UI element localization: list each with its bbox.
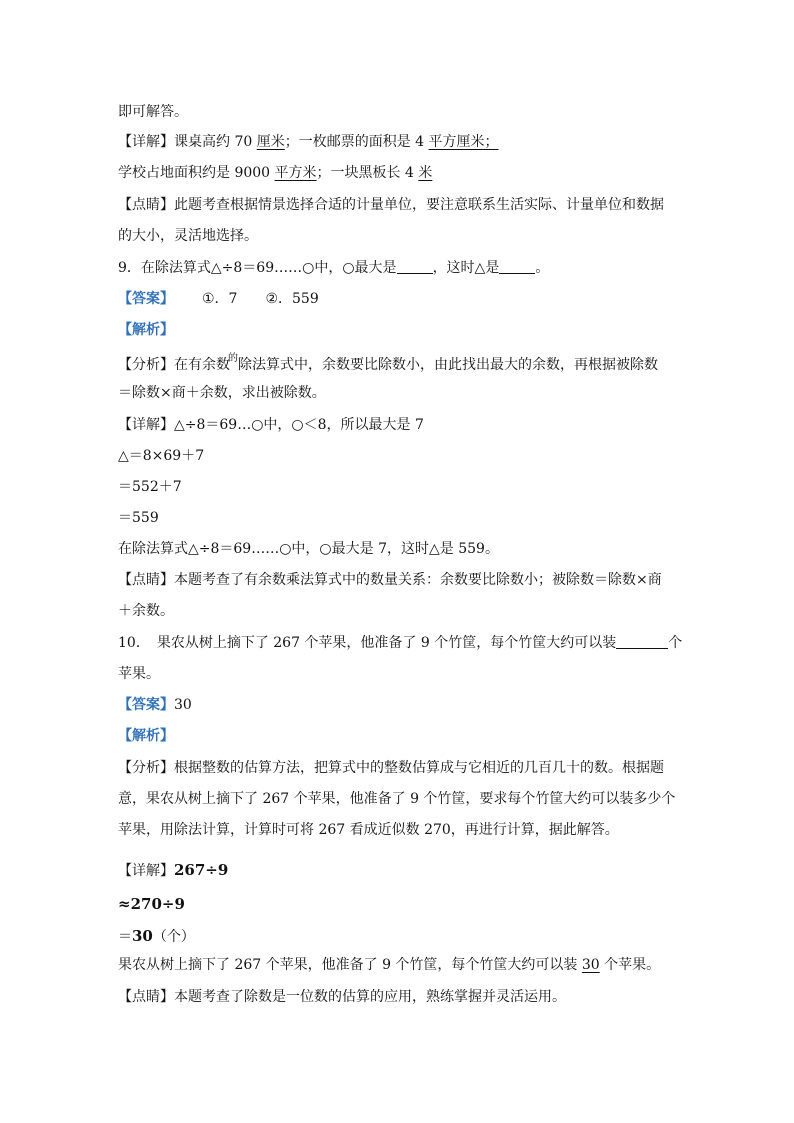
q10-answer-line [118, 695, 192, 715]
calc-step: △＝8×69＋7 [118, 448, 205, 464]
calc-unit: （个） [152, 929, 195, 945]
calc-eq: ＝ [118, 929, 132, 945]
q10-fenxi-line2 [118, 789, 675, 809]
underlined-value: 30 [581, 957, 600, 973]
question-text: 。 [535, 260, 550, 276]
answer-blank [397, 259, 433, 274]
detail-tag: 【详解】 [118, 417, 174, 433]
text: 在除法算式△÷8＝69……○中，○最大是 7，这时△是 559。 [118, 541, 499, 557]
q10-calc-line2 [118, 894, 185, 915]
q9-question [118, 258, 549, 278]
q9-calc-line3 [118, 508, 159, 528]
text: 本题考查了除数是一位数的估算的应用，熟练掌握并灵活运用。 [174, 989, 566, 1005]
answer-blank [616, 634, 668, 649]
question-text: 个 [668, 635, 683, 651]
text: 意，果农从树上摘下了 267 个苹果，他准备了 9 个竹筐，要求每个竹筐大约可以装多少个 [118, 791, 676, 807]
calc-step: ＝559 [118, 510, 159, 526]
q9-calc-line1 [118, 446, 204, 466]
answer-value: 30 [174, 697, 192, 713]
q10-detail-line [118, 860, 228, 881]
fenxi-tag: 【分析】 [118, 760, 174, 776]
q10-analysis-line [118, 726, 174, 746]
text: 在有余数 [174, 357, 230, 373]
question-text: 9．在除法算式△÷8＝69……○中，○最大是 [118, 260, 397, 276]
question-text: 苹果。 [118, 666, 160, 682]
q10-fenxi-line3 [118, 820, 619, 840]
q9-analysis-line [118, 320, 174, 340]
q8-point-line1 [118, 195, 664, 215]
q10-calc-line3 [118, 926, 195, 947]
text: ；一块黑板长 4 [316, 165, 419, 181]
text: 根据整数的估算方法，把算式中的整数估算成与它相近的几百几十的数。根据题 [174, 760, 664, 776]
fenxi-tag: 【分析】 [118, 357, 174, 373]
answer-value: ②．559 [265, 291, 319, 307]
text: 个苹果。 [599, 957, 661, 973]
q8-tail-line [118, 102, 188, 122]
answer-tag: 【答案】 [118, 697, 174, 713]
question-text: 10． 果农从树上摘下了 267 个苹果，他准备了 9 个竹筐，每个竹筐大约可以装 [118, 635, 617, 651]
point-tag: 【点睛】 [118, 989, 174, 1005]
q9-point-line1 [118, 570, 662, 590]
q9-conclusion [118, 539, 499, 559]
answer-tag: 【答案】 [118, 291, 174, 307]
q10-fenxi-line1 [118, 758, 664, 778]
q9-point-line2 [118, 601, 174, 621]
q9-fenxi-line1 [118, 355, 658, 377]
q10-point-line [118, 987, 566, 1007]
underlined-unit: 平方厘米； [428, 134, 499, 150]
text: ＝除数×商＋余数，求出被除数。 [118, 385, 326, 401]
calc-step: ＝552＋7 [118, 479, 182, 495]
text: 除法算式中，余数要比除数小，由此找出最大的余数，再根据被除数 [238, 357, 658, 373]
q9-fenxi-line2 [118, 383, 326, 403]
text: 即可解答。 [118, 104, 188, 120]
text: △÷8＝69…○中，○＜8，所以最大是 7 [174, 417, 424, 433]
detail-tag: 【详解】 [118, 134, 174, 150]
underlined-unit: 厘米 [256, 134, 285, 150]
detail-tag: 【详解】 [118, 863, 174, 879]
calc-step: 267÷9 [174, 861, 229, 879]
q8-detail-line2 [118, 163, 432, 183]
q10-question-line2 [118, 664, 160, 684]
q8-point-line2 [118, 226, 258, 246]
underlined-unit: 米 [418, 165, 433, 181]
analysis-tag: 【解析】 [118, 728, 174, 744]
answer-value: ①．7 [202, 291, 238, 307]
q9-calc-line2 [118, 477, 182, 497]
question-text: ，这时△是 [432, 260, 500, 276]
text: ；一枚邮票的面积是 4 [284, 134, 429, 150]
q10-conclusion [118, 955, 660, 975]
point-tag: 【点睛】 [118, 197, 174, 213]
point-tag: 【点睛】 [118, 572, 174, 588]
underlined-unit: 平方米 [274, 165, 317, 181]
text: 学校占地面积约是 9000 [118, 165, 275, 181]
analysis-tag: 【解析】 [118, 322, 174, 338]
text: 果农从树上摘下了 267 个苹果，他准备了 9 个竹筐，每个竹筐大约可以装 [118, 957, 582, 973]
text: ＋余数。 [118, 603, 174, 619]
calc-step: ≈270÷9 [118, 895, 185, 913]
calc-value: 30 [132, 927, 153, 945]
q10-question-line1 [118, 633, 682, 653]
answer-blank [499, 259, 535, 274]
text: 此题考查根据情景选择合适的计量单位，要注意联系生活实际、计量单位和数据 [174, 197, 664, 213]
q8-detail-line1 [118, 132, 499, 152]
q9-detail-line [118, 415, 424, 435]
text: 课桌高约 70 [174, 134, 257, 150]
text: 的大小，灵活地选择。 [118, 228, 258, 244]
superscript-char: 的 [228, 353, 238, 364]
text: 本题考查了有余数乘法算式中的数量关系：余数要比除数小；被除数＝除数×商 [174, 572, 662, 588]
q9-answer-line [118, 289, 319, 309]
text: 苹果，用除法计算，计算时可将 267 看成近似数 270，再进行计算，据此解答。 [118, 822, 619, 838]
